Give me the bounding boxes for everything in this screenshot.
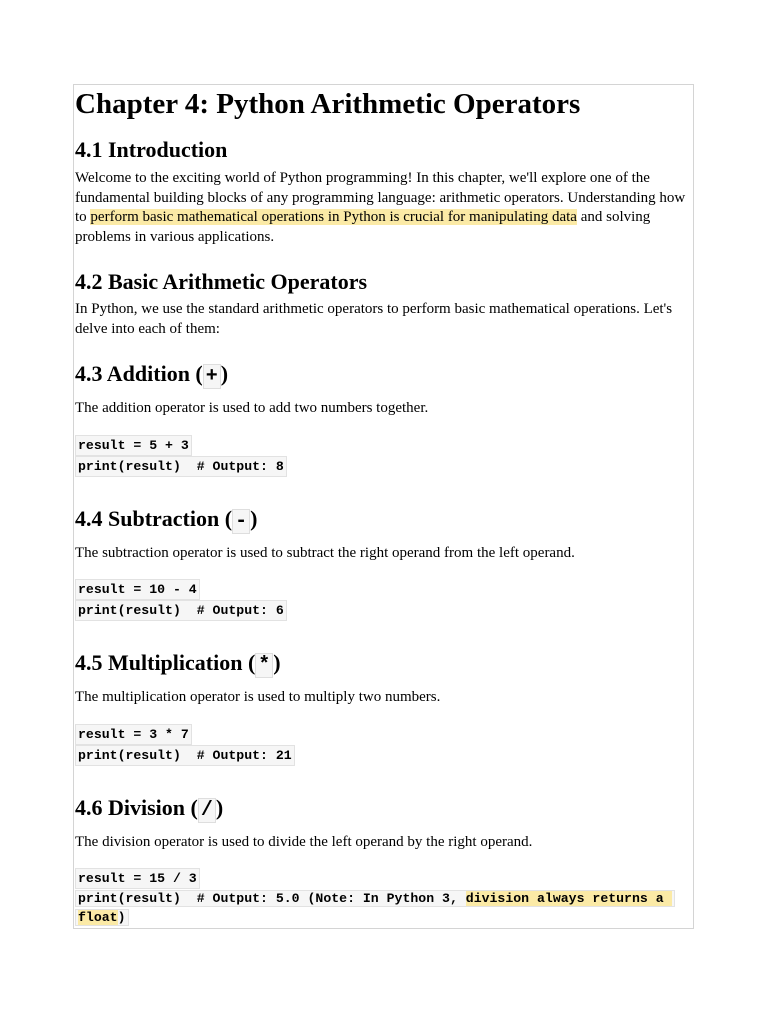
addition-paragraph: The addition operator is used to add two numbers together. <box>75 400 429 416</box>
code-line: print(result) # Output: 8 <box>75 456 287 477</box>
multiplication-code-block <box>75 724 693 766</box>
heading-suffix: ) <box>215 794 224 820</box>
operator-divide: / <box>198 798 216 823</box>
heading-suffix: ) <box>220 361 229 386</box>
heading-suffix: ) <box>273 650 281 675</box>
division-code-block <box>75 868 693 927</box>
section-heading-addition <box>75 360 693 391</box>
operator-minus: - <box>232 509 250 534</box>
heading-prefix: 4.4 Subtraction ( <box>75 505 233 531</box>
basic-paragraph: In Python, we use the standard arithmetic operators to perform basic mathematical operations. Let's delve into each of them: <box>75 301 673 337</box>
operator-multiply: * <box>255 653 273 678</box>
section-heading-intro: 4.1 Introduction <box>75 137 228 162</box>
intro-text-after: and solving problems in various applications. <box>75 209 651 245</box>
code-text-after: ) <box>117 910 126 925</box>
multiplication-paragraph: The multiplication operator is used to multiply two numbers. <box>75 689 441 705</box>
section-heading-subtraction <box>75 505 693 536</box>
heading-prefix: 4.3 Addition ( <box>75 361 203 386</box>
section-heading-basic: 4.2 Basic Arithmetic Operators <box>75 269 368 294</box>
code-line: result = 5 + 3 <box>75 435 192 456</box>
document-content <box>75 84 693 927</box>
code-line: print(result) # Output: 6 <box>75 600 287 621</box>
code-text-before: print(result) # Output: 5.0 (Note: In Python 3, <box>78 891 466 906</box>
code-highlight: division always returns a float <box>78 891 672 925</box>
code-line: result = 3 * 7 <box>75 724 192 745</box>
addition-code-block <box>75 435 693 477</box>
intro-highlight: perform basic mathematical operations in Python is crucial for manipulating data <box>90 209 577 225</box>
intro-paragraph <box>75 169 693 247</box>
heading-prefix: 4.6 Division ( <box>75 794 198 820</box>
code-line: result = 10 - 4 <box>75 579 200 600</box>
subtraction-paragraph: The subtraction operator is used to subtract the right operand from the left operand. <box>75 544 575 561</box>
section-heading-division <box>75 794 693 825</box>
code-line: result = 15 / 3 <box>75 868 200 889</box>
chapter-title: Chapter 4: Python Arithmetic Operators <box>75 88 581 120</box>
subtraction-code-block <box>75 579 693 621</box>
intro-text-before: Welcome to the exciting world of Python programming! In this chapter, we'll explore one of the fundamental building blocks of any programming language: arithmetic operators. Understanding how to <box>75 170 686 225</box>
heading-prefix: 4.5 Multiplication ( <box>75 650 256 675</box>
code-line: print(result) # Output: 21 <box>75 745 295 766</box>
code-line-wrapped <box>75 889 691 927</box>
code-segment <box>75 890 675 926</box>
operator-plus: + <box>203 364 221 389</box>
division-paragraph: The division operator is used to divide the left operand by the right operand. <box>75 833 533 850</box>
section-heading-multiplication <box>75 649 693 680</box>
heading-suffix: ) <box>250 505 258 531</box>
